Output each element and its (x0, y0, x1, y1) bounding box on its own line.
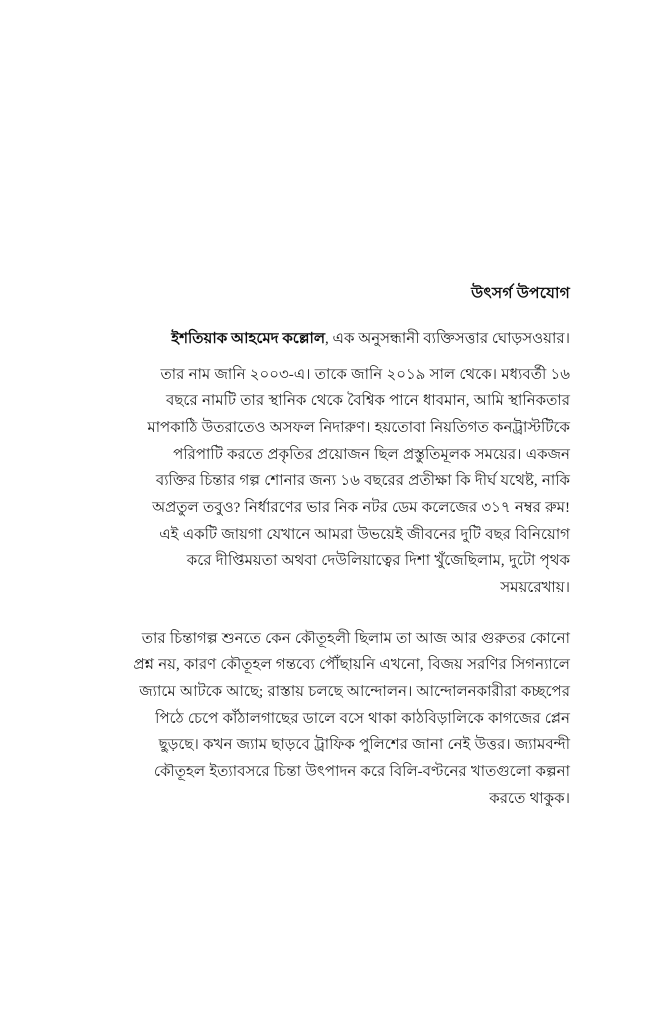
text-line: করে দীপ্তিময়তা অথবা দেউলিয়াত্বের দিশা খুঁজেছিলাম, দুটো পৃথক (186, 553, 570, 570)
text-line: এই একটি জায়গা যেখানে আমরা উভয়েই জীবনের দুটি বছর বিনিয়োগ (159, 526, 570, 543)
text-line: পিঠে চেপে কাঁঠালগাছের ডালে বসে থাকা কাঠবিড়ালিকে কাগজের প্লেন (155, 710, 570, 727)
text-line: জ্যামে আটকে আছে; রাস্তায় চলছে আন্দোলন। আন্দোলনকারীরা কচ্ছপের (139, 684, 570, 701)
text-line: বছরে নামটি তার স্থানিক থেকে বৈশ্বিক পানে ধাবমান, আমি স্থানিকতার (165, 393, 570, 410)
dedicatee-name: ইশতিয়াক আহমেদ কল্লোল (171, 331, 326, 348)
text-line: ব্যক্তির চিন্তার গল্প শোনার জন্য ১৬ বছরের প্রতীক্ষা কি দীর্ঘ যথেষ্ট, নাকি (155, 473, 570, 490)
dedication-lead-line (93, 327, 570, 351)
text-line: অপ্রতুল তবুও? নির্ধারণের ভার নিক নটর ডেম কলেজের ৩১৭ নম্বর রুম! (152, 499, 570, 516)
dedicatee-descriptor: , এক অনুসন্ধানী ব্যক্তিসত্তার ঘোড়সওয়ার। (325, 331, 570, 348)
text-line: তার নাম জানি ২০০৩-এ। তাকে জানি ২০১৯ সাল থেকে। মধ্যবর্তী ১৬ (160, 366, 570, 383)
text-line: ছুড়ছে। কখন জ্যাম ছাড়বে ট্রাফিক পুলিশের জানা নেই উত্তর। জ্যামবন্দী (158, 737, 570, 754)
page-title: উৎসর্গ উপযোগ (471, 285, 570, 302)
dedication-paragraph-2 (93, 626, 570, 813)
text-line: মাপকাঠি উতরাতেও অসফল নিদারুণ। হয়তোবা নিয়তিগত কনট্রাস্টটিকে (147, 419, 570, 436)
text-line: তার চিন্তাগল্প শুনতে কেন কৌতূহলী ছিলাম তা আজ আর গুরুতর কোনো (141, 630, 570, 647)
dedication-paragraph-1 (93, 362, 570, 602)
text-line: প্রশ্ন নয়, কারণ কৌতূহল গন্তব্যে পৌঁছায়নি এখনো, বিজয় সরণির সিগন্যালে (133, 657, 570, 674)
text-line: করতে থাকুক। (489, 790, 570, 807)
text-line: সময়রেখায়। (500, 580, 570, 597)
dedication-content (93, 282, 570, 813)
text-line: পরিপাটি করতে প্রকৃতির প্রয়োজন ছিল প্রস্তুতিমূলক সময়ের। একজন (173, 446, 570, 463)
text-line: কৌতূহল ইত্যাবসরে চিন্তা উৎপাদন করে বিলি-বণ্টনের খাতগুলো কল্পনা (153, 764, 570, 781)
